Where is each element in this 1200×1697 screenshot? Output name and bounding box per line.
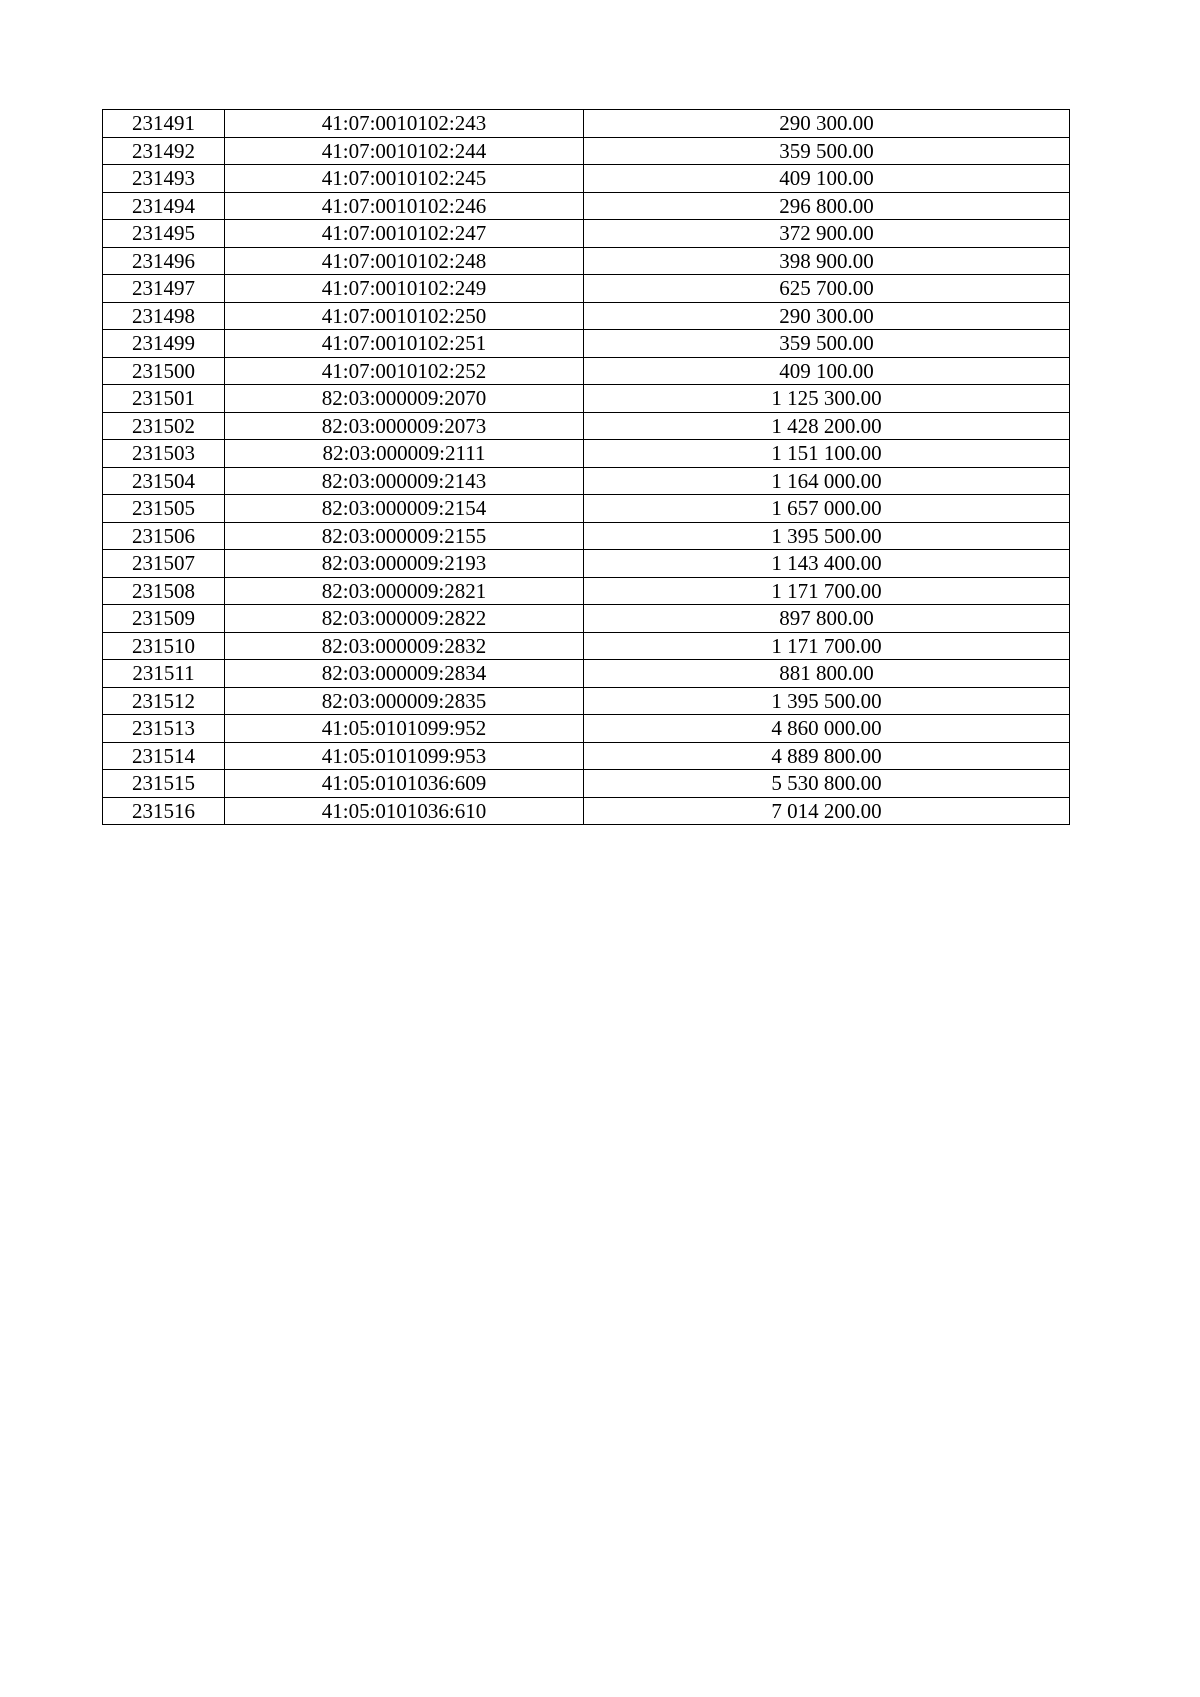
- row-number-cell: 231494: [103, 192, 225, 220]
- table-row: [103, 357, 1070, 385]
- table-row: [103, 577, 1070, 605]
- table-row: [103, 797, 1070, 825]
- table-row: [103, 742, 1070, 770]
- table-row: [103, 440, 1070, 468]
- cadastral-number-cell: 41:05:0101099:952: [225, 715, 584, 743]
- cadastral-number-cell: 41:07:0010102:250: [225, 302, 584, 330]
- table-row: [103, 275, 1070, 303]
- row-number-cell: 231498: [103, 302, 225, 330]
- row-number-cell: 231501: [103, 385, 225, 413]
- table-row: [103, 495, 1070, 523]
- row-number-cell: 231515: [103, 770, 225, 798]
- cadastral-value-cell: 359 500.00: [584, 330, 1070, 358]
- cadastral-value-cell: 1 395 500.00: [584, 522, 1070, 550]
- cadastral-number-cell: 41:07:0010102:243: [225, 110, 584, 138]
- table-row: [103, 137, 1070, 165]
- cadastral-value-cell: 359 500.00: [584, 137, 1070, 165]
- cadastral-value-cell: 1 657 000.00: [584, 495, 1070, 523]
- table-row: [103, 330, 1070, 358]
- row-number-cell: 231505: [103, 495, 225, 523]
- cadastral-value-cell: 5 530 800.00: [584, 770, 1070, 798]
- table-row: [103, 715, 1070, 743]
- cadastral-value-cell: 398 900.00: [584, 247, 1070, 275]
- table-row: [103, 412, 1070, 440]
- cadastral-value-cell: 409 100.00: [584, 357, 1070, 385]
- row-number-cell: 231512: [103, 687, 225, 715]
- table-row: [103, 192, 1070, 220]
- table-row: [103, 110, 1070, 138]
- table-row: [103, 605, 1070, 633]
- table-row: [103, 302, 1070, 330]
- table-row: [103, 247, 1070, 275]
- row-number-cell: 231510: [103, 632, 225, 660]
- row-number-cell: 231506: [103, 522, 225, 550]
- cadastral-number-cell: 41:07:0010102:247: [225, 220, 584, 248]
- table-row: [103, 220, 1070, 248]
- cadastral-number-cell: 41:07:0010102:249: [225, 275, 584, 303]
- cadastral-value-cell: 4 889 800.00: [584, 742, 1070, 770]
- cadastral-value-cell: 7 014 200.00: [584, 797, 1070, 825]
- row-number-cell: 231509: [103, 605, 225, 633]
- cadastral-value-cell: 1 125 300.00: [584, 385, 1070, 413]
- cadastral-number-cell: 82:03:000009:2155: [225, 522, 584, 550]
- cadastral-number-cell: 41:05:0101036:609: [225, 770, 584, 798]
- table-row: [103, 165, 1070, 193]
- cadastral-value-cell: 1 164 000.00: [584, 467, 1070, 495]
- cadastral-number-cell: 82:03:000009:2070: [225, 385, 584, 413]
- cadastral-number-cell: 41:07:0010102:248: [225, 247, 584, 275]
- cadastral-value-cell: 1 171 700.00: [584, 632, 1070, 660]
- cadastral-number-cell: 82:03:000009:2834: [225, 660, 584, 688]
- row-number-cell: 231500: [103, 357, 225, 385]
- cadastral-number-cell: 82:03:000009:2111: [225, 440, 584, 468]
- table-row: [103, 687, 1070, 715]
- table-row: [103, 770, 1070, 798]
- row-number-cell: 231502: [103, 412, 225, 440]
- row-number-cell: 231495: [103, 220, 225, 248]
- cadastral-number-cell: 82:03:000009:2154: [225, 495, 584, 523]
- row-number-cell: 231499: [103, 330, 225, 358]
- row-number-cell: 231492: [103, 137, 225, 165]
- cadastral-number-cell: 82:03:000009:2822: [225, 605, 584, 633]
- cadastral-value-cell: 1 395 500.00: [584, 687, 1070, 715]
- row-number-cell: 231497: [103, 275, 225, 303]
- row-number-cell: 231496: [103, 247, 225, 275]
- cadastral-number-cell: 41:07:0010102:246: [225, 192, 584, 220]
- cadastral-number-cell: 41:05:0101036:610: [225, 797, 584, 825]
- cadastral-value-cell: 1 171 700.00: [584, 577, 1070, 605]
- table-row: [103, 660, 1070, 688]
- cadastral-value-cell: 409 100.00: [584, 165, 1070, 193]
- row-number-cell: 231516: [103, 797, 225, 825]
- row-number-cell: 231503: [103, 440, 225, 468]
- row-number-cell: 231514: [103, 742, 225, 770]
- cadastral-value-cell: 625 700.00: [584, 275, 1070, 303]
- row-number-cell: 231491: [103, 110, 225, 138]
- row-number-cell: 231508: [103, 577, 225, 605]
- cadastral-value-cell: 897 800.00: [584, 605, 1070, 633]
- table-body: [103, 110, 1070, 825]
- cadastral-value-cell: 290 300.00: [584, 110, 1070, 138]
- cadastral-number-cell: 41:05:0101099:953: [225, 742, 584, 770]
- table-row: [103, 632, 1070, 660]
- cadastral-number-cell: 82:03:000009:2143: [225, 467, 584, 495]
- cadastral-number-cell: 41:07:0010102:252: [225, 357, 584, 385]
- cadastral-value-table: [102, 109, 1070, 825]
- table-row: [103, 385, 1070, 413]
- row-number-cell: 231507: [103, 550, 225, 578]
- row-number-cell: 231511: [103, 660, 225, 688]
- cadastral-value-cell: 1 428 200.00: [584, 412, 1070, 440]
- cadastral-value-cell: 290 300.00: [584, 302, 1070, 330]
- cadastral-number-cell: 82:03:000009:2821: [225, 577, 584, 605]
- cadastral-number-cell: 41:07:0010102:251: [225, 330, 584, 358]
- cadastral-number-cell: 82:03:000009:2073: [225, 412, 584, 440]
- row-number-cell: 231493: [103, 165, 225, 193]
- cadastral-number-cell: 41:07:0010102:245: [225, 165, 584, 193]
- cadastral-number-cell: 41:07:0010102:244: [225, 137, 584, 165]
- cadastral-value-cell: 1 151 100.00: [584, 440, 1070, 468]
- row-number-cell: 231513: [103, 715, 225, 743]
- table-row: [103, 522, 1070, 550]
- cadastral-value-cell: 1 143 400.00: [584, 550, 1070, 578]
- cadastral-number-cell: 82:03:000009:2835: [225, 687, 584, 715]
- cadastral-value-cell: 4 860 000.00: [584, 715, 1070, 743]
- cadastral-number-cell: 82:03:000009:2832: [225, 632, 584, 660]
- row-number-cell: 231504: [103, 467, 225, 495]
- table-row: [103, 467, 1070, 495]
- table-row: [103, 550, 1070, 578]
- cadastral-value-cell: 881 800.00: [584, 660, 1070, 688]
- cadastral-number-cell: 82:03:000009:2193: [225, 550, 584, 578]
- cadastral-value-cell: 372 900.00: [584, 220, 1070, 248]
- cadastral-value-cell: 296 800.00: [584, 192, 1070, 220]
